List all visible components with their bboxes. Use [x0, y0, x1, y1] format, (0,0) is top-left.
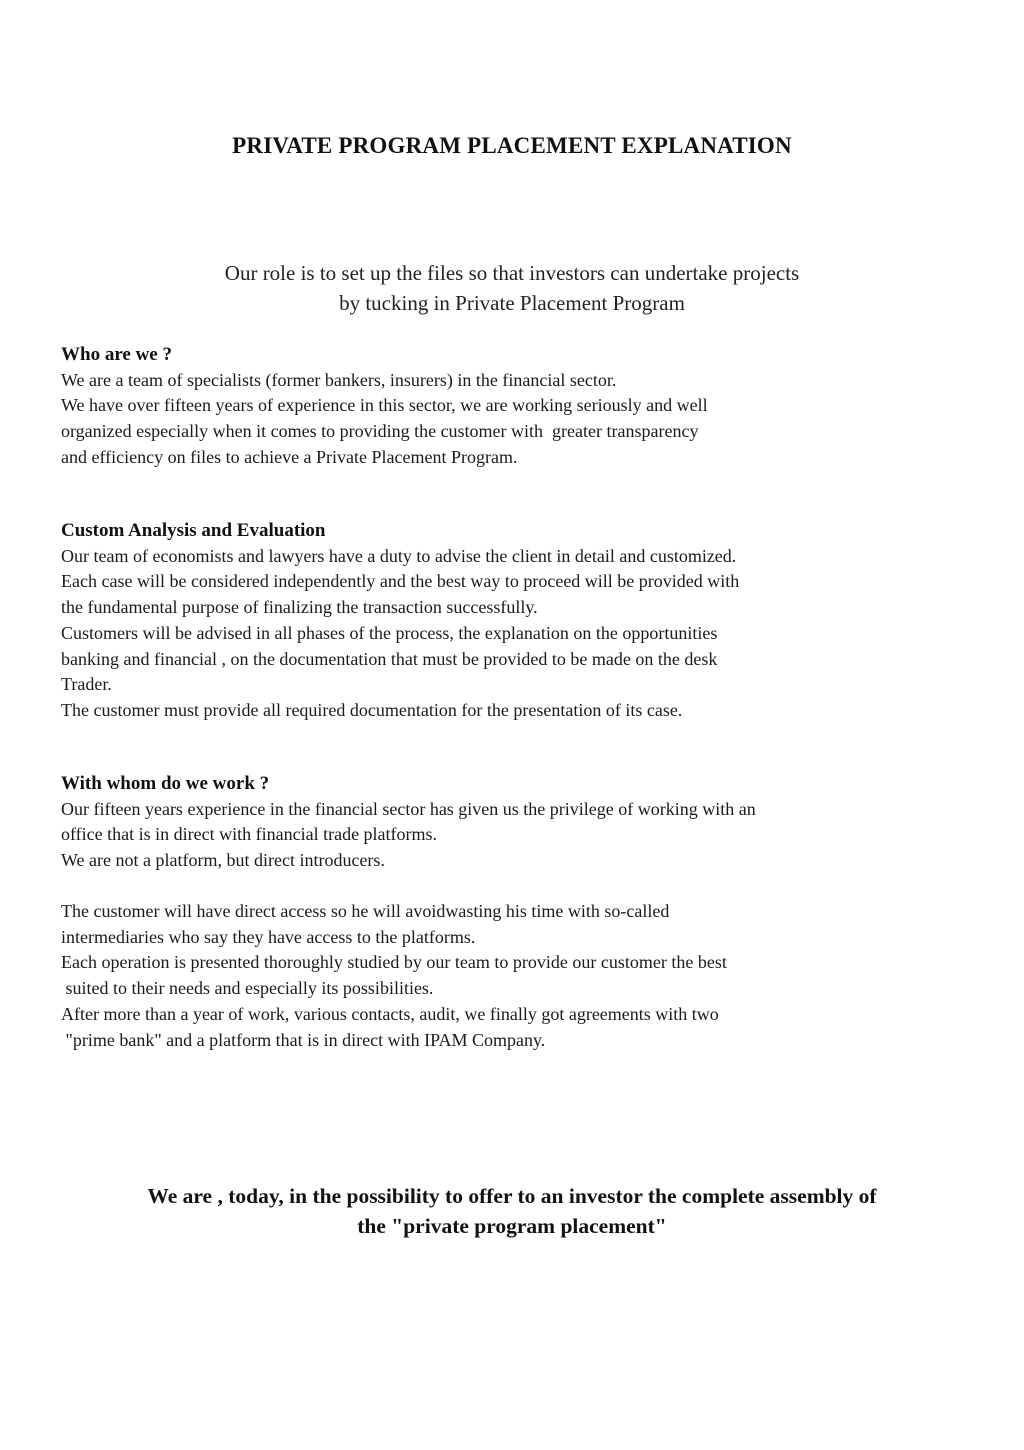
section-heading: Custom Analysis and Evaluation: [61, 520, 326, 541]
paragraph-line: Each case will be considered independently and the best way to proceed will be provided with: [61, 571, 740, 592]
paragraph-line: We are not a platform, but direct introducers.: [61, 850, 385, 871]
paragraph-line: The customer will have direct access so he will avoidwasting his time with so-called: [61, 901, 670, 921]
paragraph-line: Customers will be advised in all phases of the process, the explanation on the opportunities: [61, 622, 718, 643]
intro-statement: [0, 258, 1024, 318]
closing-statement: [0, 1181, 1024, 1241]
paragraph-line: "prime bank" and a platform that is in direct with IPAM Company.: [61, 1029, 546, 1050]
closing-line: We are , today, in the possibility to offer to an investor the complete assembly of: [147, 1184, 877, 1208]
section-with-whom-continued: [61, 899, 961, 1053]
intro-line: Our role is to set up the files so that investors can undertake projects: [224, 261, 800, 285]
section-heading: With whom do we work ?: [61, 773, 270, 794]
paragraph-line: the fundamental purpose of finalizing the transaction successfully.: [61, 597, 538, 618]
section-who-are-we: [61, 342, 961, 471]
paragraph-line: banking and financial , on the documentation that must be provided to be made on the desk: [61, 648, 718, 669]
paragraph-line: Trader.: [61, 674, 112, 695]
section-custom-analysis: [61, 518, 961, 724]
paragraph-line: intermediaries who say they have access to the platforms.: [61, 926, 476, 947]
paragraph-line: The customer must provide all required documentation for the presentation of its case.: [61, 699, 683, 720]
closing-line: the "private program placement": [357, 1214, 667, 1238]
paragraph-line: After more than a year of work, various contacts, audit, we finally got agreements with two: [61, 1003, 719, 1024]
paragraph-line: We have over fifteen years of experience in this sector, we are working seriously and well: [61, 395, 708, 416]
paragraph-line: suited to their needs and especially its possibilities.: [61, 978, 434, 999]
paragraph-line: office that is in direct with financial trade platforms.: [61, 824, 438, 845]
document-title: PRIVATE PROGRAM PLACEMENT EXPLANATION: [232, 133, 792, 158]
paragraph-line: We are a team of specialists (former bankers, insurers) in the financial sector.: [61, 369, 617, 390]
section-with-whom: [61, 771, 961, 874]
section-heading: Who are we ?: [61, 344, 172, 365]
intro-line: by tucking in Private Placement Program: [339, 291, 685, 315]
paragraph-line: Our team of economists and lawyers have a duty to advise the client in detail and customized.: [61, 545, 737, 566]
paragraph-line: organized especially when it comes to providing the customer with greater transparency: [61, 421, 699, 442]
paragraph-line: Our fifteen years experience in the financial sector has given us the privilege of working with an: [61, 798, 756, 819]
paragraph-line: and efficiency on files to achieve a Private Placement Program.: [61, 446, 518, 467]
paragraph-line: Each operation is presented thoroughly studied by our team to provide our customer the best: [61, 952, 727, 973]
